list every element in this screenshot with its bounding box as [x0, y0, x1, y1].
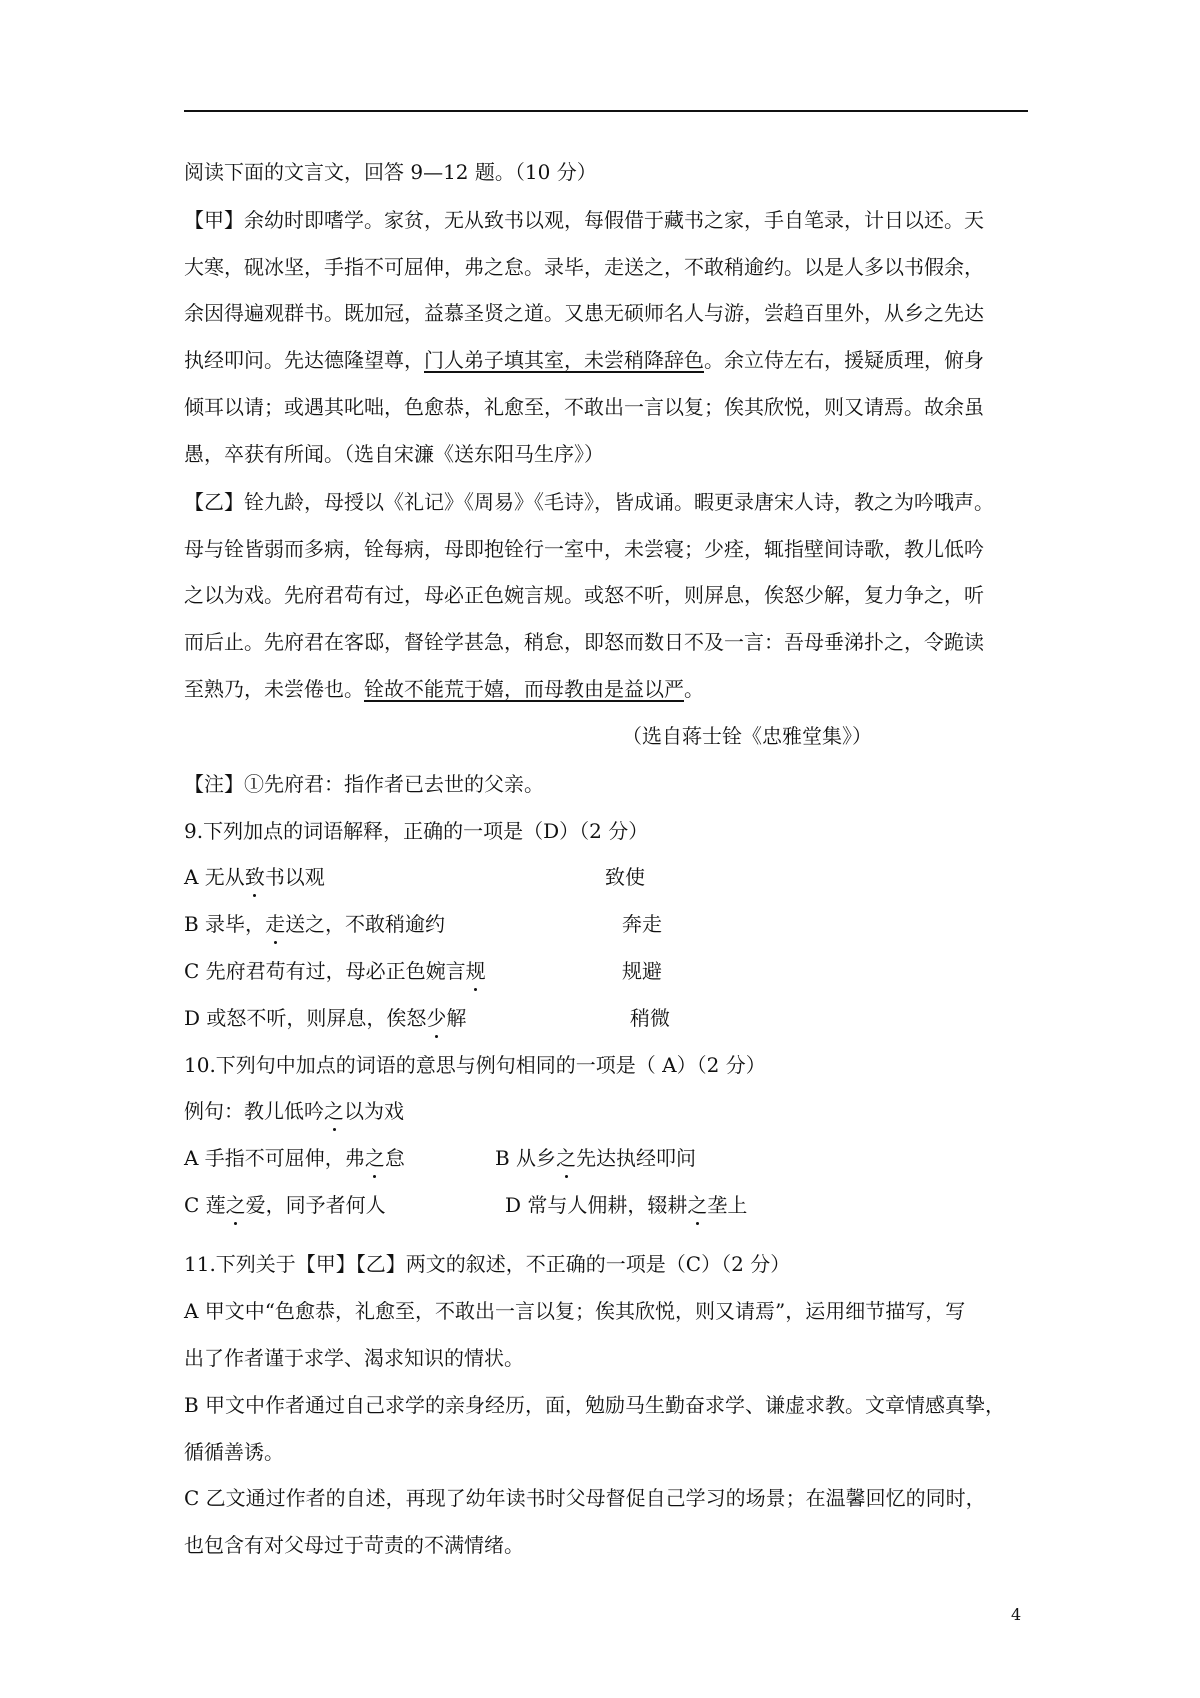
q9-a-dotted: 致: [244, 865, 265, 889]
page-number: 4: [1011, 1605, 1022, 1624]
jia-line-4-a: 执经叩问。先达德隆望尊，: [184, 348, 424, 372]
q11-a-line-2: 出了作者谨于求学、渴求知识的情状。: [184, 1346, 524, 1370]
q9-option-d: [184, 1004, 466, 1032]
q9-d-gloss: 稍微: [630, 1006, 670, 1030]
jia-line-4: [184, 346, 984, 374]
q9-option-a: [184, 863, 325, 891]
yi-source: （选自蒋士铨《忠雅堂集》）: [622, 724, 872, 748]
q10-d-post: 垄上: [707, 1193, 748, 1217]
yi-line-2: 母与铨皆弱而多病，铨每病，母即抱铨行一室中，未尝寝；少痊，辄指壁间诗歌，教儿低吟: [184, 537, 984, 561]
q10-a-post: 怠: [384, 1146, 405, 1170]
q9-b-gloss: 奔走: [622, 912, 662, 936]
q10-b-dotted: 之: [556, 1146, 577, 1170]
q11-c-line-1: C 乙文通过作者的自述，再现了幼年读书时父母督促自己学习的场景；在温馨回忆的同时，: [184, 1486, 986, 1510]
q10-option-c: [184, 1191, 386, 1219]
q10-ex-post: 以为戏: [344, 1099, 404, 1123]
yi-line-5: [184, 675, 704, 703]
q10-ex-dotted: 之: [324, 1099, 344, 1123]
q9-option-c: [184, 957, 486, 985]
jia-line-3: 余因得遍观群书。既加冠，益慕圣贤之道。又患无硕师名人与游，尝趋百里外，从乡之先达: [184, 301, 984, 325]
q9-a-post: 书以观: [264, 865, 325, 889]
q10-c-post: 爱，同予者何人: [245, 1193, 386, 1217]
q10-d-pre: D 常与人佣耕，辍耕: [505, 1193, 688, 1217]
q10-example: [184, 1097, 404, 1125]
intro-line: 阅读下面的文言文，回答 9—12 题。（10 分）: [184, 160, 597, 184]
q10-option-d: [505, 1191, 747, 1219]
q11-a-line-1: A 甲文中“色愈恭，礼愈至，不敢出一言以复；俟其欣悦，则又请焉”，运用细节描写，写: [184, 1299, 966, 1323]
q11-b-line-2: 循循善诱。: [184, 1440, 284, 1464]
note-line: 【注】①先府君：指作者已去世的父亲。: [184, 772, 544, 796]
q10-a-dotted: 之: [364, 1146, 385, 1170]
header-rule: [184, 110, 1028, 112]
yi-line-4: 而后止。先府君在客邸，督铨学甚急，稍怠，即怒而数日不及一言：吾母垂涕扑之，令跪读: [184, 630, 984, 654]
jia-line-2: 大寒，砚冰坚，手指不可屈伸，弗之怠。录毕，走送之，不敢稍逾约。以是人多以书假余，: [184, 255, 984, 279]
q10-c-dotted: 之: [225, 1193, 246, 1217]
q9-stem: 9.下列加点的词语解释，正确的一项是（D）（2 分）: [184, 819, 649, 843]
q9-d-pre: D 或怒不听，则屏息，俟怒: [184, 1006, 427, 1030]
q9-b-pre: B 录毕，: [184, 912, 266, 936]
jia-line-1: 【甲】余幼时即嗜学。家贫，无从致书以观，每假借于藏书之家，手自笔录，计日以还。天: [184, 208, 984, 232]
q9-b-dotted: 走: [265, 912, 286, 936]
q10-b-pre: B 从乡: [495, 1146, 557, 1170]
q10-option-b: [495, 1144, 696, 1172]
q9-b-post: 送之，不敢稍逾约: [285, 912, 446, 936]
jia-line-4-b: 。余立侍左右，援疑质理，俯身: [704, 348, 984, 372]
q9-option-b: [184, 910, 445, 938]
q9-c-pre: C 先府君苟有过，母必正色婉言: [184, 959, 466, 983]
q10-option-a: [184, 1144, 405, 1172]
q11-b-line-1: B 甲文中作者通过自己求学的亲身经历，面，勉励马生勤奋求学、谦虚求教。文章情感真挚，: [184, 1393, 1006, 1417]
q10-d-dotted: 之: [687, 1193, 708, 1217]
q10-a-pre: A 手指不可屈伸，弗: [184, 1146, 365, 1170]
q10-ex-pre: 例句：教儿低吟: [184, 1099, 324, 1123]
yi-line-1: 【乙】铨九龄，母授以《礼记》《周易》《毛诗》，皆成诵。暇更录唐宋人诗，教之为吟哦声。: [184, 490, 994, 514]
q11-stem: 11.下列关于【甲】【乙】两文的叙述，不正确的一项是（C）（2 分）: [184, 1252, 791, 1276]
yi-line-5-b: 。: [684, 677, 704, 701]
q9-d-dotted: 少: [426, 1006, 447, 1030]
q9-a-gloss: 致使: [605, 865, 645, 889]
q10-c-pre: C 莲: [184, 1193, 226, 1217]
jia-line-6: 愚，卒获有所闻。（选自宋濂《送东阳马生序》）: [184, 442, 604, 466]
q9-d-post: 解: [446, 1006, 467, 1030]
jia-underlined-sentence: 门人弟子填其室，未尝稍降辞色: [424, 348, 704, 372]
yi-line-3: 之以为戏。先府君苟有过，母必正色婉言规。或怒不听，则屏息，俟怒少解，复力争之，听: [184, 583, 984, 607]
q9-c-gloss: 规避: [622, 959, 662, 983]
q10-stem: 10.下列句中加点的词语的意思与例句相同的一项是（ A）（2 分）: [184, 1053, 766, 1077]
yi-underlined-sentence: 铨故不能荒于嬉，而母教由是益以严: [364, 677, 684, 701]
q11-c-line-2: 也包含有对父母过于苛责的不满情绪。: [184, 1533, 524, 1557]
yi-line-5-a: 至熟乃，未尝倦也。: [184, 677, 364, 701]
q9-a-pre: A 无从: [184, 865, 245, 889]
q9-c-dotted: 规: [465, 959, 486, 983]
jia-line-5: 倾耳以请；或遇其叱咄，色愈恭，礼愈至，不敢出一言以复；俟其欣悦，则又请焉。故余虽: [184, 395, 984, 419]
q10-b-post: 先达执经叩问: [576, 1146, 697, 1170]
